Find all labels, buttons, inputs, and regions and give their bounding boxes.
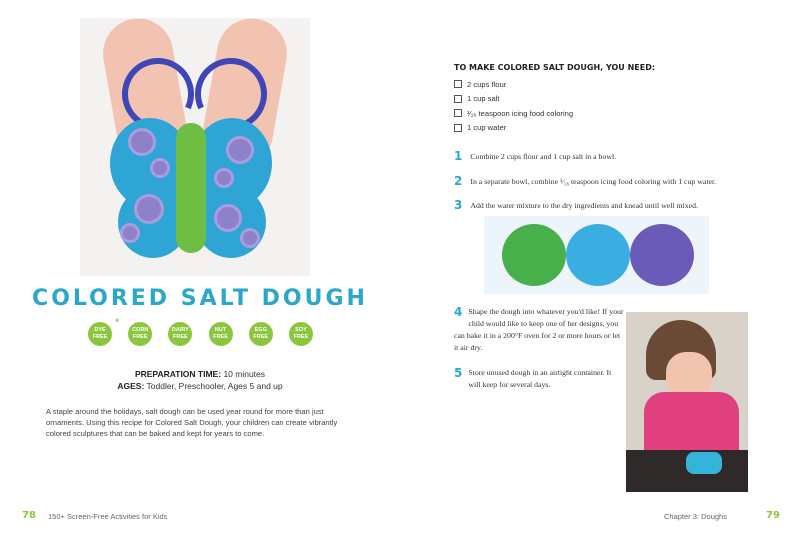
ages-value: Toddler, Preschooler, Ages 5 and up bbox=[146, 381, 283, 391]
green-dough-ball bbox=[502, 224, 566, 286]
list-item: 1 cup salt bbox=[454, 92, 573, 107]
ingredients-list bbox=[454, 77, 573, 135]
right-page bbox=[400, 0, 800, 545]
child-shaping-dough-photo bbox=[626, 312, 748, 492]
recipe-meta bbox=[0, 368, 400, 392]
page-number-left: 78 bbox=[22, 510, 36, 521]
badge-soy-free: SOY FREE bbox=[289, 322, 313, 346]
badge-nut-free: NUT FREE bbox=[209, 322, 233, 346]
recipe-title: COLORED SALT DOUGH bbox=[32, 286, 368, 311]
list-item: 1 cup water bbox=[454, 121, 573, 136]
dough-balls-photo bbox=[484, 216, 709, 294]
badge-egg-free: EGG FREE bbox=[249, 322, 273, 346]
allergen-badges bbox=[88, 317, 313, 346]
step-2: 2 In a separate bowl, combine ¹⁄₁₆ teaspoon icing food coloring with 1 cup water. bbox=[454, 174, 717, 188]
book-title-footer: 150+ Screen-Free Activities for Kids bbox=[48, 512, 168, 521]
ages-label: AGES: bbox=[117, 381, 145, 391]
purple-dough-ball bbox=[630, 224, 694, 286]
step-4: 4 Shape the dough into whatever you'd like! If your child would like to keep one of her designs, you can bake it in a 200°F oven for 2 or more hours or let it air dry. bbox=[454, 305, 624, 352]
blue-dough-ball bbox=[566, 224, 630, 286]
badge-corn-free: CORN FREE bbox=[128, 322, 152, 346]
checkbox-icon bbox=[454, 124, 462, 132]
checkbox-icon bbox=[454, 95, 462, 103]
prep-label: PREPARATION TIME: bbox=[134, 369, 222, 379]
ingredients-heading: TO MAKE COLORED SALT DOUGH, YOU NEED: bbox=[454, 63, 656, 72]
chapter-footer: Chapter 3: Doughs bbox=[664, 512, 727, 521]
step-5: 5 Store unused dough in an airtight container. It will keep for several days. bbox=[454, 366, 612, 389]
intro-paragraph: A staple around the holidays, salt dough can be used year round for more than just ornaments. Using this recipe for Colored Salt Dough, your children can create vibrantly colored sculptures that can be baked and kept for years to come. bbox=[46, 407, 338, 438]
list-item: ¹⁄₁₆ teaspoon icing food coloring bbox=[454, 106, 573, 121]
list-item: 2 cups flour bbox=[454, 77, 573, 92]
step-3: 3 Add the water mixture to the dry ingredients and knead until well mixed. bbox=[454, 198, 698, 212]
badge-dye-free: DYE FREE * bbox=[88, 322, 112, 346]
checkbox-icon bbox=[454, 109, 462, 117]
step-1: 1 Combine 2 cups flour and 1 cup salt in a bowl. bbox=[454, 149, 617, 163]
prep-value: 10 minutes bbox=[223, 369, 266, 379]
butterfly-dough-photo bbox=[80, 18, 310, 276]
page-number-right: 79 bbox=[766, 510, 780, 521]
badge-dairy-free: DAIRY FREE bbox=[168, 322, 192, 346]
checkbox-icon bbox=[454, 80, 462, 88]
